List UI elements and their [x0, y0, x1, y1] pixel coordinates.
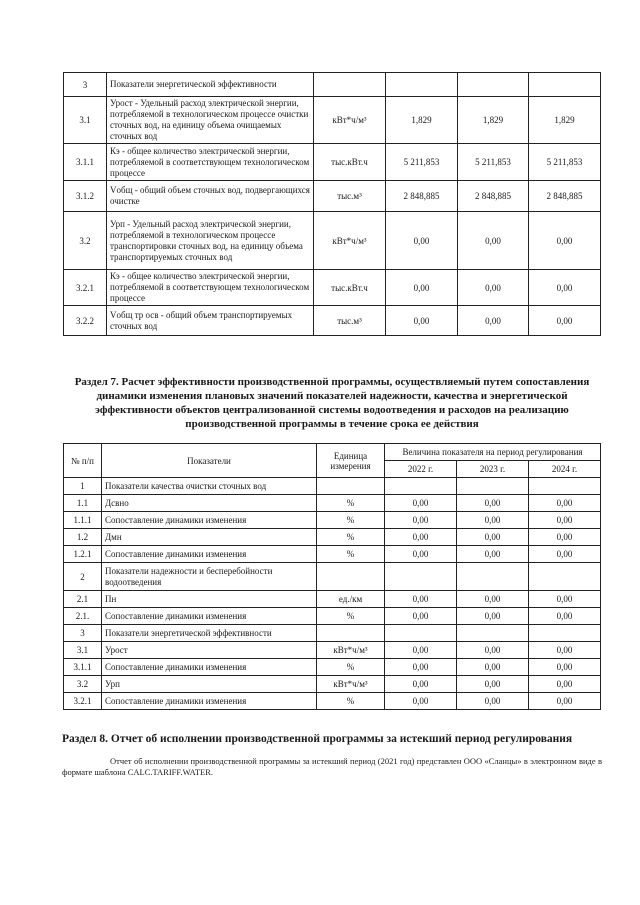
- row-number: 3.2.1: [64, 270, 107, 306]
- value-cell: 0,00: [458, 212, 529, 270]
- indicator-description: Урп - Удельный расход электрической энергии, потребляемой в технологическом процессе транспортировки сточных вод, на единицу объема транспортируемых сточных вод: [107, 212, 314, 270]
- indicator-name: Показатели энергетической эффективности: [102, 625, 317, 642]
- value-cell: 0,00: [457, 529, 529, 546]
- unit-cell: [314, 73, 386, 97]
- value-cell: 0,00: [385, 659, 457, 676]
- table-row: [64, 608, 601, 625]
- value-cell: 0,00: [385, 693, 457, 710]
- value-cell: [385, 478, 457, 495]
- value-cell: 0,00: [529, 495, 601, 512]
- row-number: 2: [64, 563, 102, 591]
- value-cell: 2 848,885: [458, 181, 529, 212]
- table-row: [64, 181, 601, 212]
- value-cell: [458, 73, 529, 97]
- value-cell: 0,00: [457, 546, 529, 563]
- indicator-description: Урост - Удельный расход электрической энергии, потребляемой в технологическом процессе очистки сточных вод, на единицу объема очищаемых сточных вод: [107, 97, 314, 144]
- value-cell: 2 848,885: [386, 181, 458, 212]
- value-cell: 0,00: [529, 608, 601, 625]
- indicator-name: Сопоставление динамики изменения: [102, 659, 317, 676]
- table-row: [64, 144, 601, 181]
- program-efficiency-table: [63, 443, 601, 710]
- row-number: 3.1.1: [64, 659, 102, 676]
- table-row: [64, 495, 601, 512]
- value-cell: 1,829: [458, 97, 529, 144]
- value-cell: 0,00: [457, 512, 529, 529]
- value-cell: [457, 478, 529, 495]
- row-number: 3: [64, 73, 107, 97]
- indicator-description: Vобщ - общий объем сточных вод, подвергающихся очистке: [107, 181, 314, 212]
- row-number: 1.1.1: [64, 512, 102, 529]
- table-row: [64, 563, 601, 591]
- value-cell: 0,00: [385, 608, 457, 625]
- value-cell: 0,00: [457, 659, 529, 676]
- table-row: [64, 642, 601, 659]
- value-cell: 0,00: [457, 608, 529, 625]
- row-number: 1.1: [64, 495, 102, 512]
- value-cell: 0,00: [529, 546, 601, 563]
- row-number: 3.1.1: [64, 144, 107, 181]
- value-cell: 0,00: [529, 529, 601, 546]
- table-row: [64, 529, 601, 546]
- col-header-indicator: Показатели: [102, 444, 317, 478]
- indicator-name: Сопоставление динамики изменения: [102, 608, 317, 625]
- indicator-description: Vобщ тр осв - общий объем транспортируемых сточных вод: [107, 306, 314, 336]
- table-row: [64, 478, 601, 495]
- unit-cell: [317, 478, 385, 495]
- unit-cell: %: [317, 512, 385, 529]
- table-row: [64, 659, 601, 676]
- table-row: [64, 212, 601, 270]
- indicator-name: Показатели надежности и бесперебойности водоотведения: [102, 563, 317, 591]
- row-number: 2.1: [64, 591, 102, 608]
- unit-cell: [317, 563, 385, 591]
- row-number: 3.2: [64, 676, 102, 693]
- value-cell: 0,00: [457, 642, 529, 659]
- indicator-name: Сопоставление динамики изменения: [102, 693, 317, 710]
- section-8-paragraph: Отчет об исполнении производственной программы за истекший период (2021 год) представлен ООО «Сланцы» в электронном виде в формате шаблона CALC.TARIFF.WATER.: [62, 756, 602, 777]
- value-cell: 5 211,853: [386, 144, 458, 181]
- indicator-description: Кэ - общее количество электрической энергии, потребляемой в соответствующем технологическом процессе: [107, 144, 314, 181]
- table-header-row: [64, 444, 601, 461]
- col-header-year-1: 2022 г.: [385, 461, 457, 478]
- value-cell: 0,00: [385, 642, 457, 659]
- row-number: 1.2: [64, 529, 102, 546]
- col-header-num: № п/п: [64, 444, 102, 478]
- value-cell: 0,00: [529, 659, 601, 676]
- value-cell: [529, 73, 601, 97]
- table-row: [64, 306, 601, 336]
- col-header-unit: Единица измерения: [317, 444, 385, 478]
- value-cell: 1,829: [529, 97, 601, 144]
- indicator-name: Урост: [102, 642, 317, 659]
- indicator-description: Показатели энергетической эффективности: [107, 73, 314, 97]
- value-cell: 0,00: [529, 676, 601, 693]
- value-cell: [529, 625, 601, 642]
- value-cell: [386, 73, 458, 97]
- value-cell: 0,00: [529, 270, 601, 306]
- table-row: [64, 625, 601, 642]
- unit-cell: ед./км: [317, 591, 385, 608]
- value-cell: 0,00: [529, 693, 601, 710]
- value-cell: 0,00: [529, 591, 601, 608]
- indicator-name: Сопоставление динамики изменения: [102, 546, 317, 563]
- unit-cell: %: [317, 529, 385, 546]
- value-cell: 0,00: [385, 529, 457, 546]
- unit-cell: кВт*ч/м³: [317, 676, 385, 693]
- section-7-title: Раздел 7. Расчет эффективности производственной программы, осуществляемый путем сопоставления динамики изменения плановых значений показателей надежности, качества и энергетической эффективности объектов централизованной системы водоотведения и расходов на реализацию производственной программы в течение срока ее действия: [74, 376, 590, 430]
- value-cell: 0,00: [457, 591, 529, 608]
- value-cell: [385, 563, 457, 591]
- col-header-year-3: 2024 г.: [529, 461, 601, 478]
- table-row: [64, 546, 601, 563]
- value-cell: 0,00: [385, 512, 457, 529]
- table-row: [64, 693, 601, 710]
- value-cell: 0,00: [458, 306, 529, 336]
- col-header-period: Величина показателя на период регулирования: [385, 444, 601, 461]
- row-number: 3.2.2: [64, 306, 107, 336]
- value-cell: 0,00: [529, 212, 601, 270]
- value-cell: 0,00: [457, 693, 529, 710]
- unit-cell: [317, 625, 385, 642]
- row-number: 3.1: [64, 97, 107, 144]
- unit-cell: тыс.кВт.ч: [314, 270, 386, 306]
- unit-cell: %: [317, 495, 385, 512]
- indicator-name: Дмн: [102, 529, 317, 546]
- energy-efficiency-table: [63, 72, 601, 336]
- value-cell: 0,00: [385, 546, 457, 563]
- value-cell: 0,00: [385, 676, 457, 693]
- indicator-name: Пн: [102, 591, 317, 608]
- unit-cell: кВт*ч/м³: [317, 642, 385, 659]
- value-cell: 0,00: [529, 306, 601, 336]
- unit-cell: тыс.м³: [314, 306, 386, 336]
- row-number: 2.1.: [64, 608, 102, 625]
- row-number: 3.1: [64, 642, 102, 659]
- value-cell: 2 848,885: [529, 181, 601, 212]
- unit-cell: тыс.м³: [314, 181, 386, 212]
- unit-cell: кВт*ч/м³: [314, 212, 386, 270]
- table-row: [64, 73, 601, 97]
- section-8-title: Раздел 8. Отчет об исполнении производственной программы за истекший период регулирования: [62, 733, 573, 745]
- col-header-year-2: 2023 г.: [457, 461, 529, 478]
- value-cell: 0,00: [457, 495, 529, 512]
- row-number: 3.1.2: [64, 181, 107, 212]
- value-cell: 5 211,853: [529, 144, 601, 181]
- unit-cell: %: [317, 693, 385, 710]
- value-cell: 5 211,853: [458, 144, 529, 181]
- value-cell: [529, 563, 601, 591]
- value-cell: 0,00: [385, 495, 457, 512]
- unit-cell: %: [317, 608, 385, 625]
- row-number: 3: [64, 625, 102, 642]
- table-row: [64, 676, 601, 693]
- value-cell: 0,00: [458, 270, 529, 306]
- value-cell: 0,00: [457, 676, 529, 693]
- value-cell: [385, 625, 457, 642]
- indicator-name: Урп: [102, 676, 317, 693]
- table-row: [64, 512, 601, 529]
- value-cell: 0,00: [386, 306, 458, 336]
- value-cell: [457, 625, 529, 642]
- unit-cell: %: [317, 546, 385, 563]
- indicator-description: Кэ - общее количество электрической энергии, потребляемой в соответствующем технологическом процессе: [107, 270, 314, 306]
- value-cell: 0,00: [385, 591, 457, 608]
- value-cell: 0,00: [529, 642, 601, 659]
- row-number: 3.2.1: [64, 693, 102, 710]
- value-cell: [457, 563, 529, 591]
- table-row: [64, 270, 601, 306]
- table-row: [64, 591, 601, 608]
- indicator-name: Дсвно: [102, 495, 317, 512]
- value-cell: [529, 478, 601, 495]
- unit-cell: кВт*ч/м³: [314, 97, 386, 144]
- indicator-name: Сопоставление динамики изменения: [102, 512, 317, 529]
- value-cell: 0,00: [386, 212, 458, 270]
- indicator-name: Показатели качества очистки сточных вод: [102, 478, 317, 495]
- table-row: [64, 97, 601, 144]
- value-cell: 0,00: [386, 270, 458, 306]
- value-cell: 0,00: [529, 512, 601, 529]
- row-number: 1: [64, 478, 102, 495]
- unit-cell: %: [317, 659, 385, 676]
- row-number: 1.2.1: [64, 546, 102, 563]
- value-cell: 1,829: [386, 97, 458, 144]
- row-number: 3.2: [64, 212, 107, 270]
- unit-cell: тыс.кВт.ч: [314, 144, 386, 181]
